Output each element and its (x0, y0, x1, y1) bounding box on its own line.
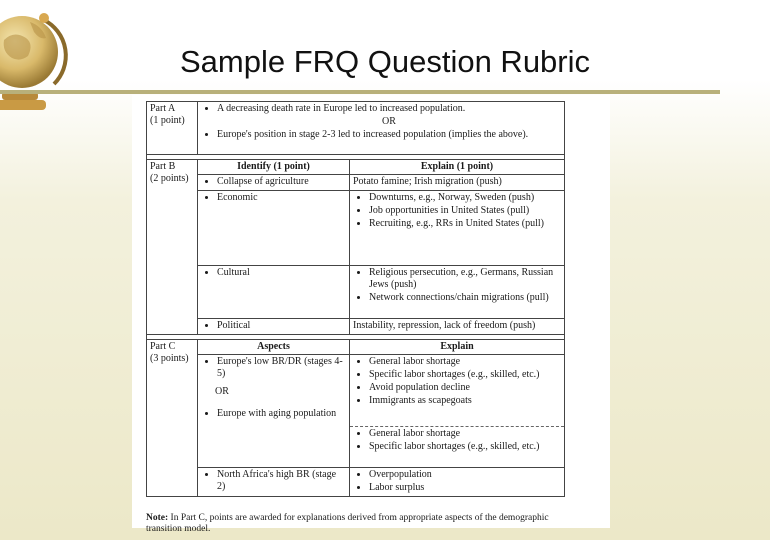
explain-item: • Avoid population decline (369, 382, 561, 394)
explain-item: • Specific labor shortages (e.g., skilled, etc.) (369, 441, 561, 453)
note-text: In Part C, points are awarded for explanations derived from appropriate aspects of the demographic transition model. (146, 513, 549, 534)
part-c-or: OR (215, 386, 229, 397)
explain-header: Explain (1 point) (350, 160, 565, 175)
explain-header: Explain (350, 340, 565, 355)
explain-item: • Religious persecution, e.g., Germans, Russian Jews (push) (369, 267, 561, 291)
slide-title: Sample FRQ Question Rubric (179, 44, 591, 79)
rubric-document (132, 95, 610, 534)
part-a-label: Part A (150, 103, 176, 114)
part-a-points: (1 point) (150, 115, 185, 126)
aspect-item: • Europe with aging population (217, 408, 346, 420)
explain-item: • Labor surplus (369, 482, 561, 494)
rubric-table (146, 101, 565, 497)
part-a-item: • Europe's position in stage 2-3 led to increased population (implies the above). (217, 129, 561, 141)
note-label: Note: (146, 513, 169, 523)
explain-item: • Downturns, e.g., Norway, Sweden (push) (369, 192, 561, 204)
aspects-header: Aspects (198, 340, 350, 355)
explain-item: • Recruiting, e.g., RRs in United States (pull) (369, 218, 561, 230)
part-a-content (198, 102, 565, 155)
part-b-points: (2 points) (150, 173, 189, 184)
explain-item: • General labor shortage (369, 356, 561, 368)
explain-item: Potato famine; Irish migration (push) (350, 175, 565, 191)
part-c-label-cell (147, 340, 198, 497)
explain-item: • General labor shortage (369, 428, 561, 440)
part-c-header-row (147, 340, 565, 355)
part-a-or: OR (382, 116, 396, 127)
part-a-row (147, 102, 565, 155)
explain-item: Instability, repression, lack of freedom (push) (350, 319, 565, 335)
part-c-row (147, 355, 565, 427)
part-b-label: Part B (150, 161, 176, 172)
identify-header: Identify (1 point) (198, 160, 350, 175)
explain-item: • Network connections/chain migrations (pull) (369, 292, 561, 304)
identify-item: • Economic (217, 192, 346, 204)
part-a-item: • A decreasing death rate in Europe led to increased population. (217, 103, 561, 115)
identify-item: • Political (217, 320, 346, 332)
identify-item: • Collapse of agriculture (217, 176, 346, 188)
part-b-row (147, 191, 565, 266)
rubric-note (146, 513, 586, 535)
part-b-header-row (147, 160, 565, 175)
identify-item: • Cultural (217, 267, 346, 279)
explain-item: • Specific labor shortages (e.g., skilled, etc.) (369, 369, 561, 381)
part-b-row (147, 319, 565, 335)
explain-item: • Job opportunities in United States (pull) (369, 205, 561, 217)
part-c-row (147, 468, 565, 497)
part-a-label-cell (147, 102, 198, 155)
part-b-label-cell (147, 160, 198, 335)
part-b-row (147, 266, 565, 319)
part-b-row (147, 175, 565, 191)
part-c-label: Part C (150, 341, 176, 352)
explain-item: • Immigrants as scapegoats (369, 395, 561, 407)
aspect-item: • Europe's low BR/DR (stages 4-5) (217, 356, 346, 380)
part-c-points: (3 points) (150, 353, 189, 364)
aspect-item: • North Africa's high BR (stage 2) (217, 469, 346, 493)
title-divider (0, 90, 720, 94)
explain-item: • Overpopulation (369, 469, 561, 481)
